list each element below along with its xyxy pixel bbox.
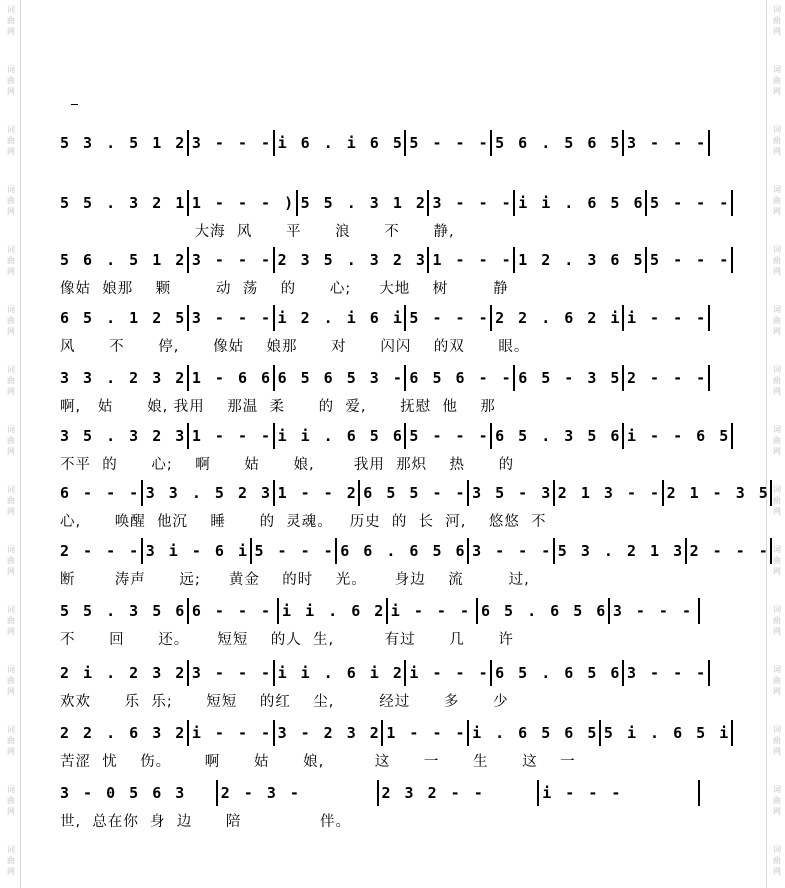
watermark-glyph: 词 [773, 125, 781, 134]
watermark-glyph: 曲 [7, 796, 15, 805]
measure-row [60, 720, 731, 746]
measure: 1 - - - [187, 423, 273, 449]
watermark-glyph: 词 [7, 5, 15, 14]
watermark-glyph: 曲 [7, 496, 15, 505]
measure: 3 - - - [622, 130, 708, 156]
measure: 1 - - - ) [187, 190, 296, 216]
measure: 5 - - - [404, 130, 490, 156]
watermark-glyph: 词 [773, 425, 781, 434]
watermark-glyph: 词 [773, 365, 781, 374]
watermark-glyph: 曲 [7, 376, 15, 385]
watermark-glyph: 词 [773, 545, 781, 554]
lyric-line: 不 回 还。 短短 的人 生, 有过 几 许 [60, 632, 514, 648]
watermark-glyph: 曲 [773, 196, 781, 205]
lyric-line: 大海 风 平 浪 不 静, [60, 224, 455, 240]
measure: 3 - - - [187, 247, 273, 273]
measure: 5 - - - [645, 247, 731, 273]
watermark-glyph: 曲 [773, 76, 781, 85]
measure: 3 3 . 2 3 2 [60, 369, 187, 387]
watermark-glyph: 词 [7, 665, 15, 674]
measure: 5 - - - [404, 423, 490, 449]
watermark-glyph: 词 [773, 5, 781, 14]
watermark-glyph: 网 [7, 567, 15, 576]
measure: 5 5 . 3 2 1 [60, 194, 187, 212]
measure: i 2 . i 6 i [273, 305, 405, 331]
watermark-glyph: 曲 [773, 616, 781, 625]
right-border [766, 0, 767, 888]
watermark-glyph: 网 [773, 567, 781, 576]
watermark-glyph: 词 [773, 305, 781, 314]
measure: 3 - - - [187, 305, 273, 331]
watermark-glyph: 网 [773, 747, 781, 756]
measure: 5 6 . 5 1 2 [60, 251, 187, 269]
measure: 3 3 . 5 2 3 [141, 480, 273, 506]
watermark-glyph: 词 [7, 185, 15, 194]
barline [731, 423, 733, 449]
lyric-line: 心, 唤醒 他沉 睡 的 灵魂。 历史 的 长 河, 悠悠 不 [60, 514, 547, 530]
measure: 3 - - - [608, 598, 698, 624]
watermark-glyph: 网 [773, 27, 781, 36]
measure: 6 5 . 6 5 6 [490, 660, 622, 686]
measure: 5 - - - [404, 305, 490, 331]
watermark-glyph: 曲 [7, 256, 15, 265]
barline [698, 598, 700, 624]
watermark-glyph: 网 [773, 807, 781, 816]
watermark-glyph: 词 [7, 485, 15, 494]
barline [708, 365, 710, 391]
watermark-glyph: 网 [7, 87, 15, 96]
measure: 2 - - - [685, 538, 771, 564]
watermark-glyph: 网 [7, 867, 15, 876]
measure: 2 3 5 . 3 2 3 [273, 247, 428, 273]
measure: 2 2 . 6 2 i [490, 305, 622, 331]
barline [770, 538, 772, 564]
watermark-glyph: 词 [7, 545, 15, 554]
measure: 2 i . 2 3 2 [60, 664, 187, 682]
lyric-line: 不平 的 心; 啊 姑 娘, 我用 那炽 热 的 [60, 457, 515, 473]
lyric-line: 啊, 姑 娘, 我用 那温 柔 的 爱, 抚慰 他 那 [60, 399, 496, 415]
measure-row [60, 538, 771, 564]
measure: 6 5 5 - - [358, 480, 467, 506]
barline [708, 305, 710, 331]
measure: 2 3 2 - - [377, 780, 538, 806]
measure: 6 6 . 6 5 6 [335, 538, 467, 564]
lyric-line: 世, 总在你 身 边 陪 伴。 [60, 814, 351, 830]
watermark-glyph: 词 [7, 425, 15, 434]
barline [708, 660, 710, 686]
watermark-glyph: 曲 [7, 736, 15, 745]
watermark-glyph: 曲 [773, 796, 781, 805]
watermark-glyph: 词 [773, 665, 781, 674]
measure: 5 6 . 5 6 5 [490, 130, 622, 156]
measure: 2 1 3 - - [553, 480, 662, 506]
measure: 1 - - 2 [273, 480, 359, 506]
measure: 5 3 . 5 1 2 [60, 134, 187, 152]
measure: 3 - - - [187, 660, 273, 686]
lyric-line: 苦涩 忧 伤。 啊 姑 娘, 这 一 生 这 一 [60, 754, 576, 770]
measure: 3 5 - 3 [467, 480, 553, 506]
watermark-glyph: 词 [773, 725, 781, 734]
watermark-glyph: 曲 [7, 616, 15, 625]
watermark-glyph: 网 [773, 87, 781, 96]
watermark-glyph: 曲 [7, 16, 15, 25]
measure: 3 - - - [622, 660, 708, 686]
measure: 3 - - - [427, 190, 513, 216]
watermark-glyph: 网 [773, 147, 781, 156]
measure-row [60, 423, 731, 449]
watermark-glyph: 曲 [773, 736, 781, 745]
lyric-line: 像姑 娘那 颗 动 荡 的 心; 大地 树 静 [60, 281, 509, 297]
watermark-glyph: 网 [7, 27, 15, 36]
measure: 5 - - - [250, 538, 336, 564]
watermark-glyph: 曲 [773, 376, 781, 385]
watermark-glyph: 曲 [773, 856, 781, 865]
watermark-glyph: 词 [7, 785, 15, 794]
measure: 3 - - - [467, 538, 553, 564]
watermark-glyph: 词 [773, 485, 781, 494]
barline [731, 190, 733, 216]
measure: i i . 6 i 2 [273, 660, 405, 686]
measure: 3 - 2 3 2 [273, 720, 382, 746]
measure: i . 6 5 6 5 [467, 720, 599, 746]
measure: i - - - [404, 660, 490, 686]
watermark-glyph: 网 [7, 807, 15, 816]
watermark-glyph: 网 [773, 447, 781, 456]
measure: 1 - - - [427, 247, 513, 273]
watermark-glyph: 词 [7, 845, 15, 854]
measure: 6 5 - 3 5 [513, 365, 622, 391]
watermark-glyph: 网 [7, 687, 15, 696]
measure: i - - - [386, 598, 476, 624]
watermark-glyph: 曲 [773, 436, 781, 445]
watermark-glyph: 词 [7, 65, 15, 74]
measure-row [60, 305, 708, 331]
watermark-glyph: 曲 [773, 256, 781, 265]
barline [770, 480, 772, 506]
measure-row [60, 660, 708, 686]
measure: 2 - - - [60, 542, 141, 560]
lyric-line: 欢欢 乐 乐; 短短 的红 尘, 经过 多 少 [60, 694, 509, 710]
watermark-glyph: 曲 [773, 316, 781, 325]
measure: i i . 6 5 6 [513, 190, 645, 216]
measure-row [60, 247, 731, 273]
watermark-glyph: 网 [7, 327, 15, 336]
measure: 6 5 . 1 2 5 [60, 309, 187, 327]
watermark-glyph: 词 [7, 365, 15, 374]
left-border [20, 0, 21, 888]
measure: i - - - [622, 305, 708, 331]
score-system [60, 780, 700, 852]
watermark-glyph: 网 [7, 267, 15, 276]
watermark-glyph: 词 [773, 65, 781, 74]
measure-row [60, 480, 771, 506]
watermark-glyph: 曲 [773, 16, 781, 25]
measure: 5 i . 6 5 i [599, 720, 731, 746]
watermark-glyph: 网 [7, 147, 15, 156]
watermark-glyph: 网 [7, 747, 15, 756]
watermark-glyph: 网 [7, 207, 15, 216]
measure: i 6 . i 6 5 [273, 130, 405, 156]
measure: 2 1 - 3 5 [662, 480, 771, 506]
watermark-glyph: 词 [7, 245, 15, 254]
watermark-glyph: 词 [773, 245, 781, 254]
barline [731, 247, 733, 273]
watermark-glyph: 网 [7, 507, 15, 516]
lyric-line: 风 不 停, 像姑 娘那 对 闪闪 的双 眼。 [60, 339, 530, 355]
barline [731, 720, 733, 746]
measure: 1 - 6 6 [187, 365, 273, 391]
watermark-glyph: 词 [773, 605, 781, 614]
watermark-glyph: 网 [7, 627, 15, 636]
measure-row [60, 598, 700, 624]
watermark-glyph: 网 [7, 447, 15, 456]
measure: i - - - [187, 720, 273, 746]
measure-row [60, 365, 708, 391]
measure: 6 5 . 6 5 6 [476, 598, 608, 624]
measure: i - - - [537, 780, 698, 806]
watermark-glyph: 曲 [7, 136, 15, 145]
measure-row [60, 130, 708, 156]
lyric-line: 断 涛声 远; 黄金 的时 光。 身边 流 过, [60, 572, 530, 588]
measure: 5 5 . 3 5 6 [60, 602, 187, 620]
measure: 3 - - - [187, 130, 273, 156]
watermark-glyph: 网 [7, 387, 15, 396]
watermark-glyph: 网 [773, 207, 781, 216]
key-signature [70, 103, 78, 106]
measure: 2 - 3 - [216, 780, 377, 806]
watermark-glyph: 曲 [7, 676, 15, 685]
watermark-glyph: 词 [7, 125, 15, 134]
measure: 2 2 . 6 3 2 [60, 724, 187, 742]
watermark-glyph: 词 [7, 305, 15, 314]
measure: 2 - - - [622, 365, 708, 391]
measure: 6 5 6 - - [404, 365, 513, 391]
measure: 5 5 . 3 1 2 [296, 190, 428, 216]
barline [708, 130, 710, 156]
watermark-glyph: 网 [773, 627, 781, 636]
measure-row [60, 190, 731, 216]
measure-row [60, 780, 700, 806]
measure: 6 - - - [60, 484, 141, 502]
watermark-glyph: 词 [7, 725, 15, 734]
measure: 5 3 . 2 1 3 [553, 538, 685, 564]
barline [698, 780, 700, 806]
watermark-glyph: 网 [773, 687, 781, 696]
measure: 3 5 . 3 2 3 [60, 427, 187, 445]
watermark-glyph: 词 [773, 785, 781, 794]
measure: 3 - 0 5 6 3 [60, 784, 187, 802]
watermark-glyph: 网 [773, 327, 781, 336]
measure: i - - 6 5 [622, 423, 731, 449]
watermark-glyph: 曲 [7, 436, 15, 445]
measure: 6 - - - [187, 598, 277, 624]
watermark-glyph: 曲 [7, 196, 15, 205]
time-signature [71, 103, 78, 106]
watermark-glyph: 曲 [7, 556, 15, 565]
watermark-glyph: 词 [773, 185, 781, 194]
watermark-glyph: 网 [773, 387, 781, 396]
watermark-glyph: 曲 [773, 676, 781, 685]
watermark-glyph: 网 [773, 267, 781, 276]
measure: 5 - - - [645, 190, 731, 216]
measure: 3 i - 6 i [141, 538, 250, 564]
watermark-glyph: 曲 [7, 856, 15, 865]
measure: 1 2 . 3 6 5 [513, 247, 645, 273]
measure: i i . 6 5 6 [273, 423, 405, 449]
watermark-glyph: 曲 [7, 76, 15, 85]
watermark-glyph: 网 [773, 507, 781, 516]
watermark-glyph: 曲 [7, 316, 15, 325]
measure: 1 - - - [381, 720, 467, 746]
measure: 6 5 . 3 5 6 [490, 423, 622, 449]
watermark-glyph: 曲 [773, 496, 781, 505]
measure: i i . 6 2 [277, 598, 386, 624]
watermark-glyph: 曲 [773, 136, 781, 145]
watermark-glyph: 网 [773, 867, 781, 876]
measure: 6 5 6 5 3 - [273, 365, 405, 391]
watermark-glyph: 词 [773, 845, 781, 854]
watermark-glyph: 词 [7, 605, 15, 614]
watermark-glyph: 曲 [773, 556, 781, 565]
